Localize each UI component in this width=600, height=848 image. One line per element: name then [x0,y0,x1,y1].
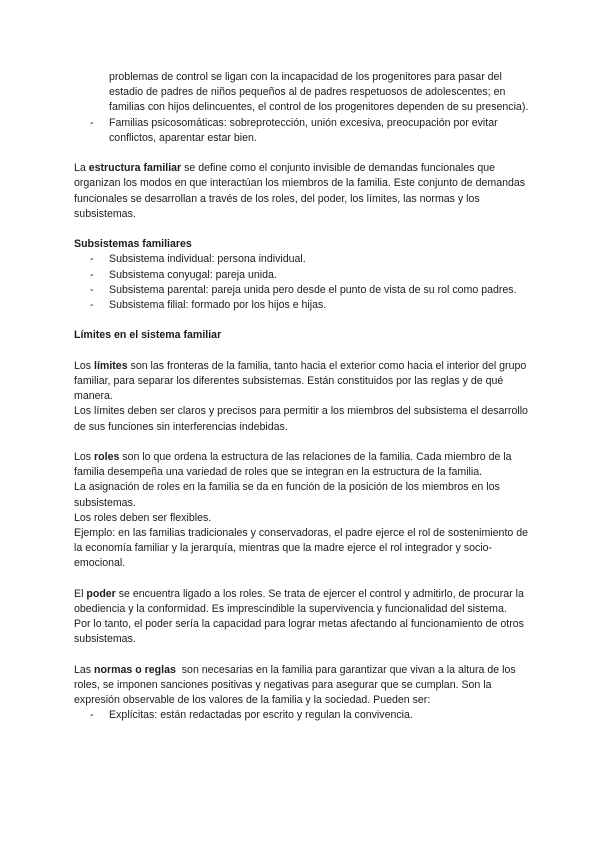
poder-term: poder [86,587,116,600]
list-item-text: Subsistema parental: pareja unida pero desde el punto de vista de su rol como padres. [109,283,517,296]
list-item-text: Subsistema filial: formado por los hijos e hijas. [109,299,327,312]
document-page [74,70,529,724]
limites-heading: Límites en el sistema familiar [74,329,222,342]
bullet-dash: - [90,283,94,296]
subsistemas-heading: Subsistemas familiares [74,238,192,251]
limites-paragraph: Los límites son las fronteras de la familia, tanto hacia el exterior como hacia el interior del grupo familiar, para separar los diferentes subsistemas. Están constituidos por las reglas y de qué manera. [74,359,527,403]
list-item-text: Subsistema individual: persona individual. [109,253,306,266]
roles-paragraph-2: La asignación de roles en la familia se da en función de la posición de los miembros en los subsistemas. [74,481,500,509]
roles-paragraph-4: Ejemplo: en las familias tradicionales y conservadoras, el padre ejerce el rol de sostenimiento de la economía familiar y la jerarquía, mientras que la madre ejerce el rol integrador y socio-emocional. [74,527,529,570]
bullet-dash: - [90,709,94,722]
list-item [74,252,529,267]
subsistemas-list [74,252,529,313]
bullet-dash: - [90,268,94,281]
poder-paragraph-2: Por lo tanto, el poder sería la capacidad para lograr metas afectando al funcionamiento de otros subsistemas. [74,618,524,646]
roles-paragraph: Los roles son lo que ordena la estructura de las relaciones de la familia. Cada miembro de la familia desempeña una variedad de roles que se integran en la estructura de la familia. [74,451,512,479]
bullet-dash: - [90,299,94,312]
limites-term: límites [94,359,128,372]
bullet-dash: - [90,116,94,129]
bullet-dash: - [90,253,94,266]
list-item [74,298,529,313]
normas-list [74,708,529,723]
list-item [74,268,529,283]
list-item [74,283,529,298]
list-item-text: Familias psicosomáticas: sobreprotección, unión excesiva, preocupación por evitar conflictos, aparentar estar bien. [109,116,498,144]
normas-term: normas o reglas [94,663,176,676]
roles-paragraph-3: Los roles deben ser flexibles. [74,511,212,524]
continued-paragraph: problemas de control se ligan con la incapacidad de los progenitores para pasar del estadio de padres de niños pequeños al de padres respetuosos de adolescentes; en familias con hijos delincuentes, el control de los progenitores dependen de su presencia). [109,71,529,114]
estructura-paragraph: La estructura familiar se define como el conjunto invisible de demandas funcionales que organizan los modos en que interactúan los miembros de la familia. Este conjunto de demandas funcionales se desarrollan a través de los roles, del poder, los límites, las normas y los subsistemas. [74,162,526,220]
normas-paragraph: Las normas o reglas son necesarias en la familia para garantizar que vivan a la altura de los roles, se imponen sanciones positivas y negativas para asegurar que se cumplan. Son la expresión observable de los valores de la familia y la sociedad. Pueden ser: [74,663,519,707]
list-item [74,116,529,146]
limites-paragraph-2: Los límites deben ser claros y precisos para permitir a los miembros del subsistema el desarrollo de sus funciones sin interferencias indebidas. [74,405,528,433]
poder-paragraph: El poder se encuentra ligado a los roles. Se trata de ejercer el control y admitirlo, de procurar la obediencia y la conformidad. Es imprescindible la supervivencia y funcionalidad del sistema. [74,587,524,616]
top-list [74,116,529,146]
list-item-text: Explícitas: están redactadas por escrito y regulan la convivencia. [109,709,413,722]
list-item [74,708,529,723]
estructura-term: estructura familiar [88,162,182,175]
list-item-text: Subsistema conyugal: pareja unida. [109,268,277,281]
roles-term: roles [94,451,120,463]
